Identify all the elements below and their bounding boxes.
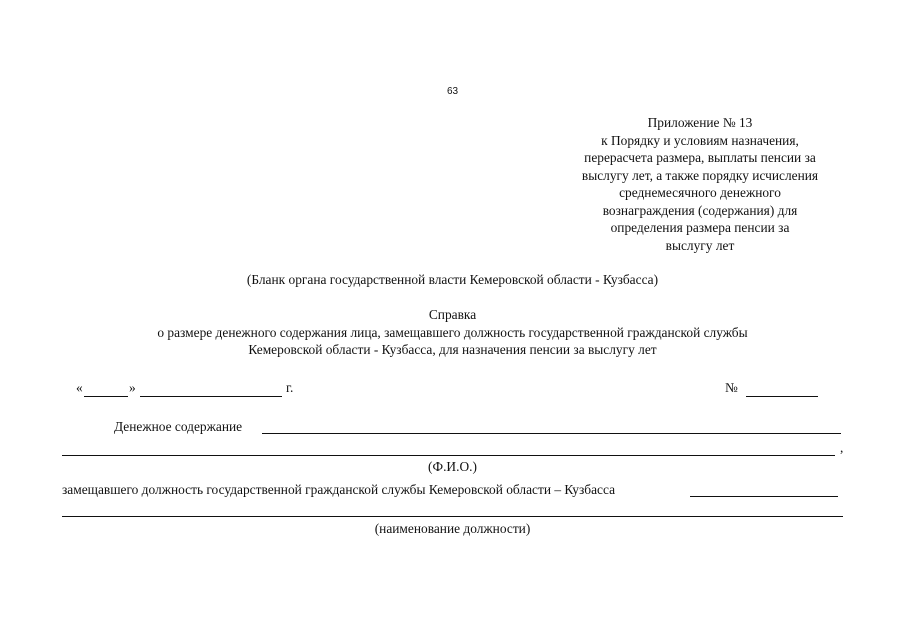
number-blank[interactable] [746,396,818,397]
appendix-line-6: вознаграждения (содержания) для [602,202,798,218]
date-quote-close: » [129,380,136,395]
appendix-line-3: перерасчета размера, выплаты пенсии за [584,150,816,165]
date-day-blank[interactable] [84,396,128,397]
appendix-block [548,114,852,254]
position-caption: (наименование должности) [374,521,531,536]
fio-comma: , [840,440,844,455]
form-header: (Бланк органа государственной власти Кемеровской области - Кузбасса) [246,272,659,287]
appendix-line-4: выслугу лет, а также порядку исчисления [581,167,819,183]
appendix-line-5: среднемесячного денежного [619,185,781,200]
salary-label: Денежное содержание [114,419,243,434]
position-text: замещавшего должность государственной гражданской службы Кемеровской области – Кузбасса [62,482,616,497]
appendix-line-8: выслугу лет [665,237,735,253]
fio-blank[interactable] [62,455,835,456]
certificate-title: Справка [428,307,477,322]
page-number: 63 [446,86,459,97]
position-blank-inline[interactable] [690,496,838,497]
appendix-line-1: Приложение № 13 [647,115,753,130]
position-blank[interactable] [62,516,843,517]
appendix-line-7: определения размера пенсии за [610,220,790,235]
date-month-blank[interactable] [140,396,282,397]
certificate-subtitle-line-1: о размере денежного содержания лица, замещавшего должность государственной гражданской службы [157,325,748,340]
date-year-suffix: г. [286,380,294,395]
salary-blank[interactable] [262,433,841,434]
appendix-line-2: к Порядку и условиям назначения, [601,132,799,148]
number-label: № [725,380,738,395]
fio-caption: (Ф.И.О.) [428,459,477,474]
date-quote-open: « [76,380,83,395]
certificate-subtitle-line-2: Кемеровской области - Кузбасса, для назначения пенсии за выслугу лет [248,342,657,357]
